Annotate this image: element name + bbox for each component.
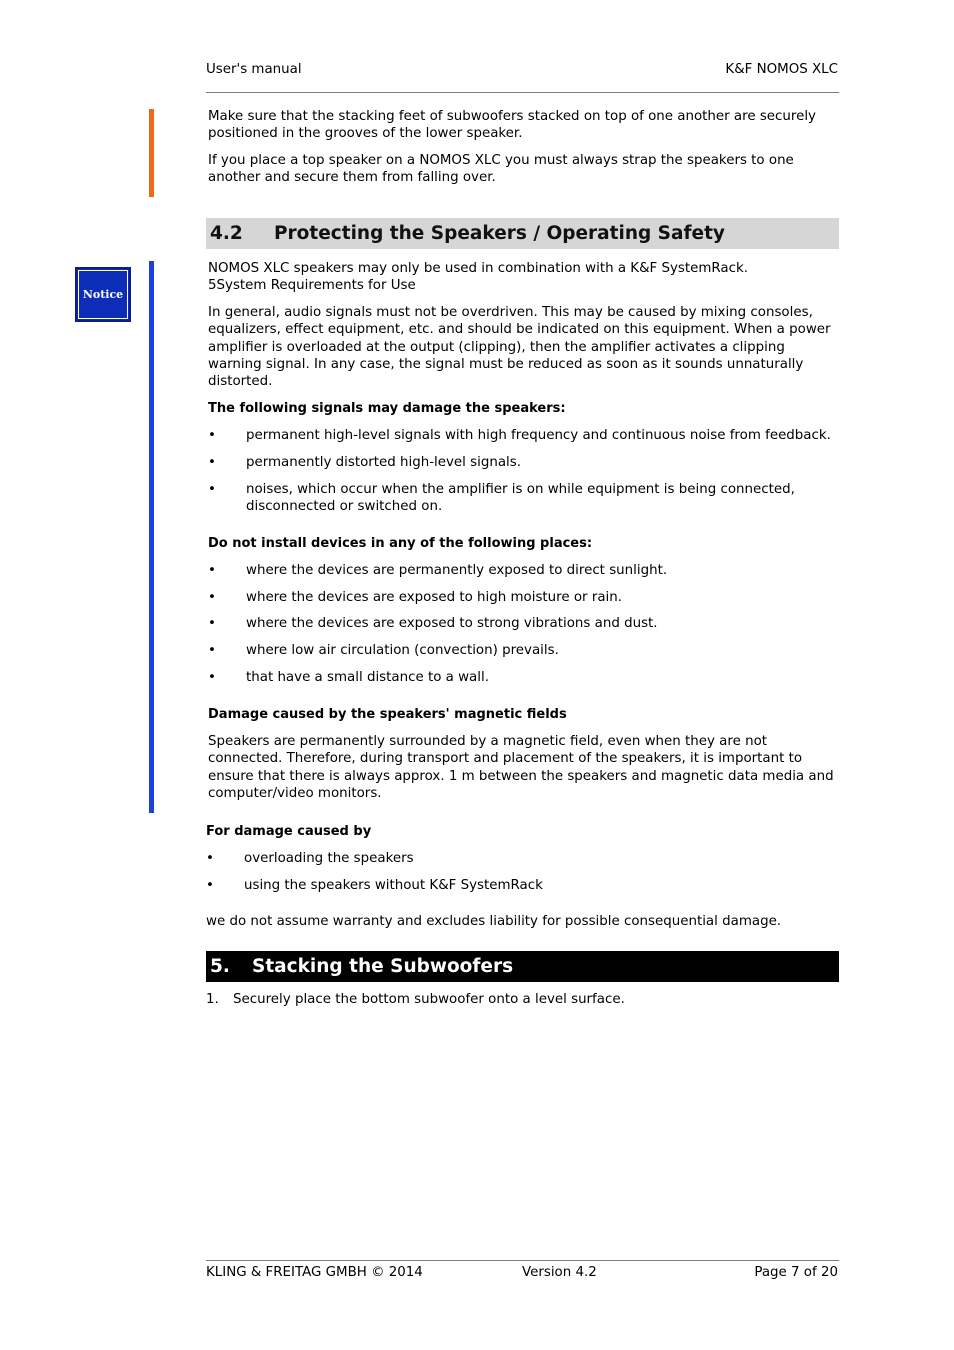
- bullet-icon: •: [208, 482, 216, 497]
- list-item-text: where the devices are exposed to high moisture or rain.: [246, 590, 622, 605]
- bullet-icon: •: [206, 878, 214, 893]
- bullet-icon: •: [208, 590, 216, 605]
- list-item-text: permanently distorted high-level signals.: [246, 455, 521, 470]
- list-item-text: where the devices are exposed to strong vibrations and dust.: [246, 616, 658, 631]
- warranty-disclaimer: we do not assume warranty and excludes liability for possible consequential damage.: [206, 914, 782, 929]
- header-doc-type: User's manual: [206, 62, 302, 77]
- notice-badge: Notice: [75, 267, 131, 322]
- section-heading-5: [206, 951, 839, 982]
- header-divider: [206, 92, 839, 93]
- magnetic-fields-paragraph: Speakers are permanently surrounded by a magnetic field, even when they are not connected. Therefore, during transport and placement of the speakers, it is important to ensure that there is always approx. 1 m between the speakers and magnetic data media and computer/video monitors.: [208, 734, 834, 801]
- header-product-name: K&F NOMOS XLC: [725, 62, 838, 77]
- bullet-icon: •: [208, 563, 216, 578]
- list-item-text: using the speakers without K&F SystemRack: [244, 878, 543, 893]
- list-item-text: where the devices are permanently exposed to direct sunlight.: [246, 563, 668, 578]
- list-item-text: overloading the speakers: [244, 851, 414, 866]
- footer-copyright: KLING & FREITAG GMBH © 2014: [206, 1265, 423, 1280]
- list-item-text: that have a small distance to a wall.: [246, 670, 489, 685]
- footer-divider: [206, 1260, 839, 1261]
- magnetic-fields-heading: Damage caused by the speakers' magnetic fields: [208, 707, 567, 722]
- warning-marker-bar: [149, 109, 154, 197]
- intro-paragraph-strap: If you place a top speaker on a NOMOS XLC you must always strap the speakers to one another and secure them from falling over.: [208, 153, 794, 186]
- bullet-icon: •: [206, 851, 214, 866]
- bullet-icon: •: [208, 455, 216, 470]
- section-title: Stacking the Subwoofers: [252, 956, 514, 977]
- section-number: 4.2: [210, 223, 243, 244]
- bullet-icon: •: [208, 616, 216, 631]
- overdrive-paragraph: In general, audio signals must not be overdriven. This may be caused by mixing consoles, equalizers, effect equipment, etc. and should be indicated on this equipment. When a power amplifier is overloaded at the output (clipping), then the amplifier activates a clipping warning signal. In any case, the signal must be reduced as soon as it sounds unnaturally distorted.: [208, 305, 831, 390]
- cross-reference-link[interactable]: 5System Requirements for Use: [208, 278, 416, 293]
- notice-marker-bar: [149, 261, 154, 813]
- install-places-heading: Do not install devices in any of the following places:: [208, 536, 593, 551]
- systemrack-requirement-line: NOMOS XLC speakers may only be used in combination with a K&F SystemRack.: [208, 261, 748, 276]
- footer-page-number: Page 7 of 20: [754, 1265, 838, 1280]
- section-number: 5.: [210, 956, 230, 977]
- section-title: Protecting the Speakers / Operating Safety: [274, 223, 725, 244]
- bullet-icon: •: [208, 670, 216, 685]
- step-text: Securely place the bottom subwoofer onto a level surface.: [233, 992, 625, 1007]
- section-heading-4-2: [206, 218, 839, 249]
- list-item-text: permanent high-level signals with high frequency and continuous noise from feedback.: [246, 428, 831, 443]
- step-number: 1.: [206, 992, 219, 1007]
- list-item-text: noises, which occur when the amplifier is on while equipment is being connected, disconnected or switched on.: [246, 482, 795, 515]
- footer-version: Version 4.2: [522, 1265, 597, 1280]
- bullet-icon: •: [208, 643, 216, 658]
- list-item-text: where low air circulation (convection) prevails.: [246, 643, 559, 658]
- damage-signals-heading: The following signals may damage the speakers:: [208, 401, 566, 416]
- intro-paragraph-stacking-feet: Make sure that the stacking feet of subwoofers stacked on top of one another are securely positioned in the grooves of the lower speaker.: [208, 109, 816, 142]
- bullet-icon: •: [208, 428, 216, 443]
- warranty-heading: For damage caused by: [206, 824, 372, 839]
